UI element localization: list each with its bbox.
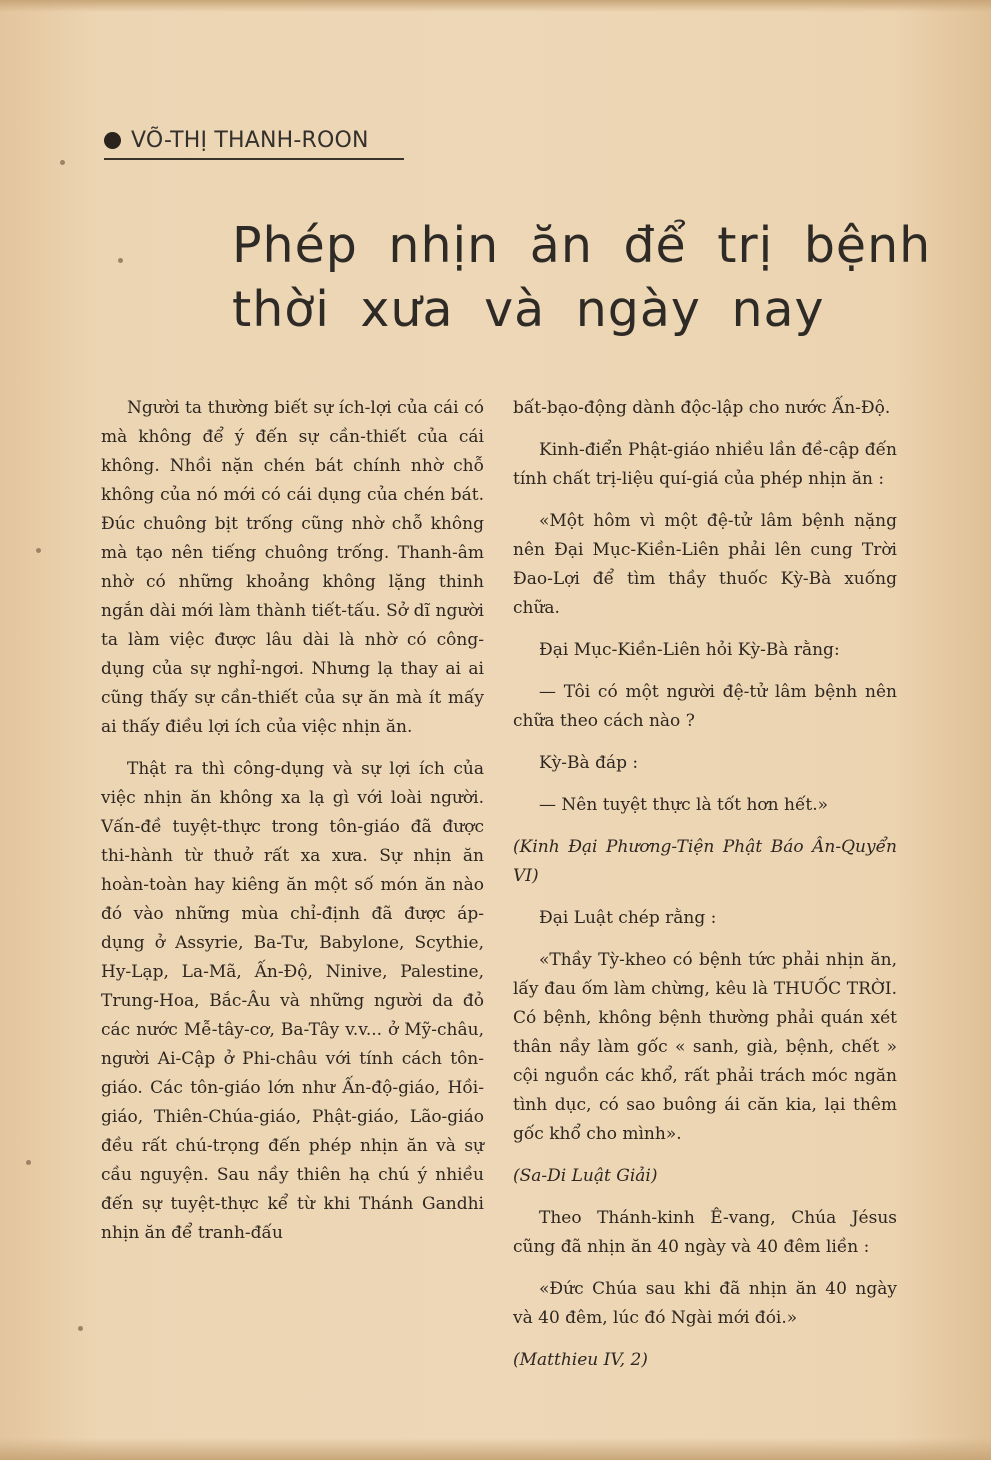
paper-speck — [118, 258, 123, 263]
source-citation: (Kinh Đại Phương-Tiện Phật Báo Ân-Quyển VI) — [513, 837, 897, 886]
paragraph: Đại Luật chép rằng : — [539, 908, 717, 928]
source-citation: (Sa-Di Luật Giải) — [513, 1166, 658, 1186]
source-citation: (Matthieu IV, 2) — [513, 1350, 648, 1370]
byline — [104, 128, 369, 153]
paper-speck — [36, 548, 41, 553]
left-column — [101, 394, 484, 1261]
title-line-1: Phép nhịn ăn để trị bệnh — [232, 217, 932, 274]
bullet-icon — [104, 132, 121, 149]
byline-underline — [104, 158, 404, 160]
quote-paragraph: «Đức Chúa sau khi đã nhịn ăn 40 ngày và 40 đêm, lúc đó Ngài mới đói.» — [513, 1279, 897, 1328]
quote-paragraph: Kỳ-Bà đáp : — [539, 753, 639, 773]
quote-paragraph: «Một hôm vì một đệ-tử lâm bệnh nặng nên Đại Mục-Kiền-Liên phải lên cung Trời Đao-Lợi để tìm thầy thuốc Kỳ-Bà xuống chữa. — [513, 511, 897, 618]
author-name: VÕ-THỊ THANH-ROON — [131, 128, 369, 153]
article-title — [232, 214, 932, 342]
quote-paragraph: — Tôi có một người đệ-tử lâm bệnh nên chữa theo cách nào ? — [513, 682, 897, 731]
quote-paragraph: — Nên tuyệt thực là tốt hơn hết.» — [539, 795, 829, 815]
right-column — [513, 394, 897, 1388]
paper-speck — [60, 160, 65, 165]
title-line-2: thời xưa và ngày nay — [232, 281, 825, 338]
paragraph: Theo Thánh-kinh Ê-vang, Chúa Jésus cũng đã nhịn ăn 40 ngày và 40 đêm liền : — [513, 1208, 897, 1257]
paragraph: Thật ra thì công-dụng và sự lợi ích của việc nhịn ăn không xa lạ gì với loài người. Vấn-đề tuyệt-thực trong tôn-giáo đã được thi-hành từ thuở rất xa xưa. Sự nhịn ăn hoàn-toàn hay kiêng ăn một số món ăn nào đó vào những mùa chỉ-định đã được áp-dụng ở Assyrie, Ba-Tư, Babylone, Scythie, Hy-Lạp, La-Mã, Ấn-Độ, Ninive, Palestine, Trung-Hoa, Bắc-Âu và những người da đỏ các nước Mễ-tây-cơ, Ba-Tây v.v... ở Mỹ-châu, người Ai-Cập ở Phi-châu với tính cách tôn-giáo. Các tôn-giáo lớn như Ấn-độ-giáo, Hồi-giáo, Thiên-Chúa-giáo, Phật-giáo, Lão-giáo đều rất chú-trọng đến phép nhịn ăn và sự cầu nguyện. Sau nầy thiên hạ chú ý nhiều đến sự tuyệt-thực kể từ khi Thánh Gandhi nhịn ăn để tranh-đấu — [101, 759, 484, 1243]
paragraph: Người ta thường biết sự ích-lợi của cái có mà không để ý đến sự cần-thiết của cái không. Nhồi nặn chén bát chính nhờ chỗ không của nó mới có cái dụng của chén bát. Đúc chuông bịt trống cũng nhờ chỗ không mà tạo nên tiếng chuông trống. Thanh-âm nhờ có những khoảng không lặng thinh ngắn dài mới làm thành tiết-tấu. Sở dĩ người ta làm việc được lâu dài là nhờ có công-dụng của sự nghỉ-ngơi. Nhưng lạ thay ai ai cũng thấy sự cần-thiết của sự ăn mà ít mấy ai thấy điều lợi ích của việc nhịn ăn. — [101, 398, 484, 737]
quote-paragraph: «Thầy Tỳ-kheo có bệnh tức phải nhịn ăn, lấy đau ốm làm chừng, kêu là THUỐC TRỜI. Có bệnh, không bệnh thường phải quán xét thân nầy làm gốc « sanh, già, bệnh, chết » cội nguồn các khổ, rất phải trách móc ngăn tình dục, có sao buông ái căn kia, lại thêm gốc khổ cho mình». — [513, 950, 897, 1144]
paragraph: bất-bạo-động dành độc-lập cho nước Ấn-Độ. — [513, 398, 891, 418]
quote-paragraph: Đại Mục-Kiền-Liên hỏi Kỳ-Bà rằng: — [539, 640, 840, 660]
paragraph: Kinh-điển Phật-giáo nhiều lần đề-cập đến tính chất trị-liệu quí-giá của phép nhịn ăn : — [513, 440, 897, 489]
paper-speck — [26, 1160, 31, 1165]
paper-speck — [78, 1326, 83, 1331]
